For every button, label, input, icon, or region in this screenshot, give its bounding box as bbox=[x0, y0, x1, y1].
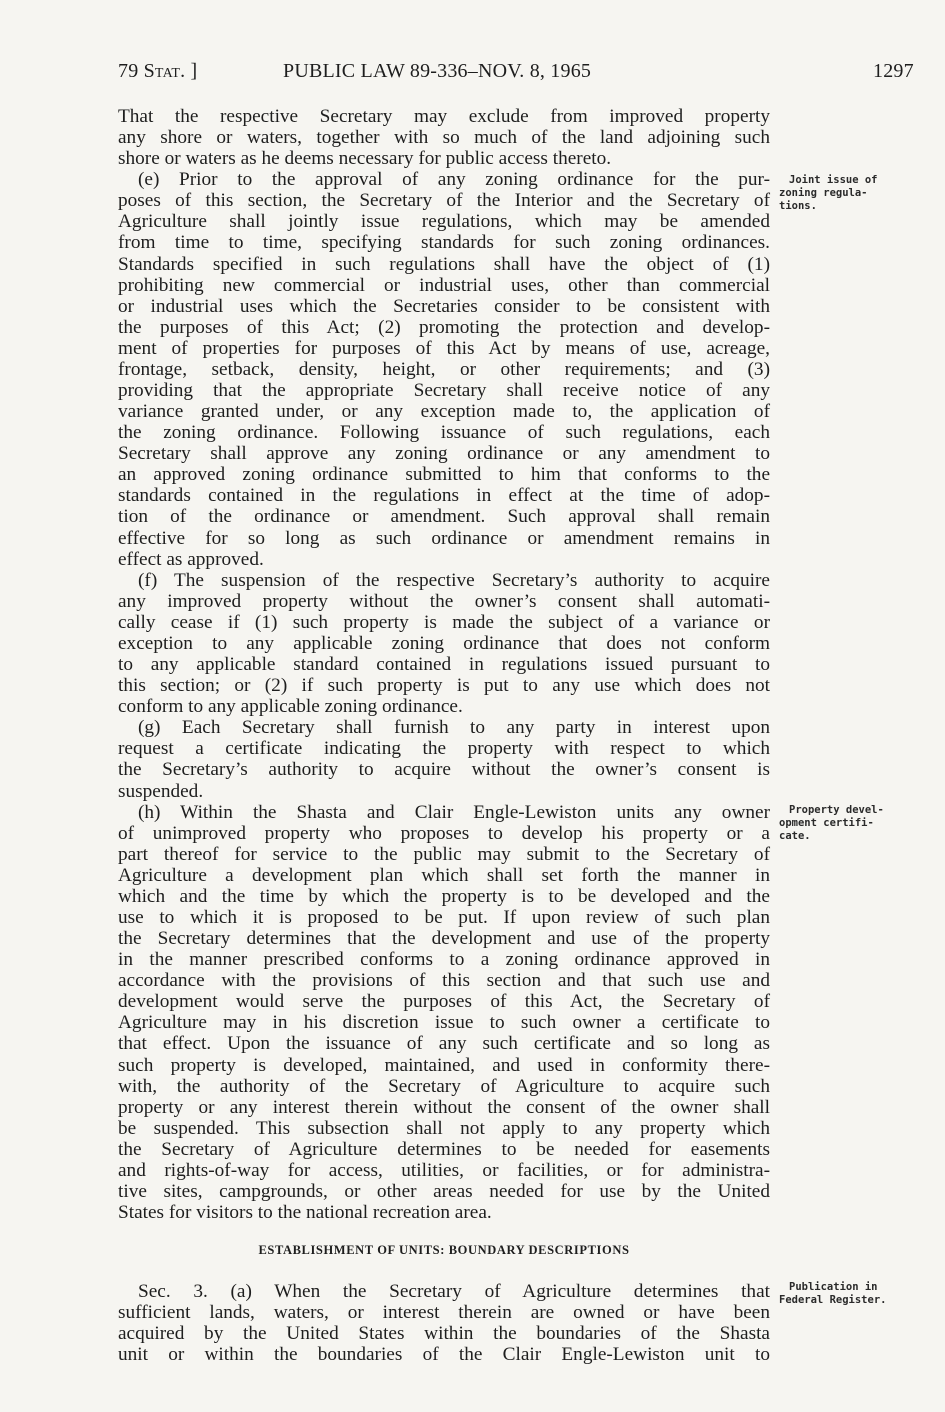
text-line: acquired by the United States within the boundaries of the Shasta bbox=[118, 1323, 770, 1345]
text-line: (h) Within the Shasta and Clair Engle-Lewiston units any owner bbox=[138, 801, 770, 823]
text-line: this section; or (2) if such property is put to any use which does not bbox=[118, 675, 770, 697]
text-line: conform to any applicable zoning ordinance. bbox=[118, 696, 463, 718]
text-line: of unimproved property who proposes to develop his property or a bbox=[118, 822, 770, 844]
text-line: Standards specified in such regulations shall have the object of (1) bbox=[118, 253, 770, 275]
text-line: development would serve the purposes of this Act, the Secretary of bbox=[118, 991, 770, 1013]
text-line: Agriculture shall jointly issue regulations, which may be amended bbox=[118, 211, 770, 233]
volume-bracket: ] bbox=[190, 60, 198, 82]
text-line: States for visitors to the national recreation area. bbox=[118, 1202, 492, 1224]
text-line: accordance with the provisions of this section and that such use and bbox=[118, 970, 770, 992]
margin-note-property-development bbox=[779, 804, 939, 843]
text-line: the Secretary determines that the development and use of the property bbox=[118, 928, 770, 950]
text-line: the purposes of this Act; (2) promoting the protection and develop- bbox=[118, 316, 770, 338]
text-line: and rights-of-way for access, utilities, or facilities, or for administra- bbox=[118, 1159, 770, 1181]
text-line: an approved zoning ordinance submitted to him that conforms to the bbox=[118, 464, 770, 486]
text-line: standards contained in the regulations in effect at the time of adop- bbox=[118, 485, 770, 507]
margin-note-line: tions. bbox=[779, 200, 817, 212]
statute-volume bbox=[118, 60, 197, 83]
text-line: or industrial uses which the Secretaries consider to be consistent with bbox=[118, 295, 770, 317]
text-line: which and the time by which the property is to be developed and the bbox=[118, 885, 770, 907]
volume-number: 79 bbox=[118, 60, 139, 82]
text-line: tion of the ordinance or amendment. Such approval shall remain bbox=[118, 506, 770, 528]
text-line: effective for so long as such ordinance or amendment remains in bbox=[118, 527, 770, 549]
margin-note-line: opment certifi- bbox=[779, 817, 874, 829]
text-line: part thereof for service to the public may submit to the Secretary of bbox=[118, 843, 770, 865]
text-line: variance granted under, or any exception made to, the application of bbox=[118, 401, 770, 423]
margin-note-line: Federal Register. bbox=[779, 1294, 887, 1306]
text-line: poses of this section, the Secretary of the Interior and the Secretary of bbox=[118, 190, 770, 212]
text-line: providing that the appropriate Secretary shall receive notice of any bbox=[118, 380, 770, 402]
text-line: from time to time, specifying standards for such zoning ordinances. bbox=[118, 232, 770, 254]
text-line: prohibiting new commercial or industrial uses, other than commercial bbox=[118, 274, 770, 296]
margin-note-line: Property devel- bbox=[789, 804, 884, 816]
text-line: sufficient lands, waters, or interest therein are owned or have been bbox=[118, 1302, 770, 1324]
text-line: tive sites, campgrounds, or other areas needed for use by the United bbox=[118, 1180, 770, 1202]
text-line: property or any interest therein without the consent of the owner shall bbox=[118, 1096, 770, 1118]
text-line: exception to any applicable zoning ordinance that does not conform bbox=[118, 632, 770, 654]
text-line: unit or within the boundaries of the Clair Engle-Lewiston unit to bbox=[118, 1344, 770, 1366]
text-line: to any applicable standard contained in regulations issued pursuant to bbox=[118, 654, 770, 676]
text-line: use to which it is proposed to be put. If upon review of such plan bbox=[118, 906, 770, 928]
text-line: that effect. Upon the issuance of any such certificate and so long as bbox=[118, 1033, 770, 1055]
text-line: Secretary shall approve any zoning ordinance or any amendment to bbox=[118, 443, 770, 465]
body-text bbox=[118, 106, 770, 1223]
margin-note-line: Publication in bbox=[789, 1281, 878, 1293]
margin-note-line: cate. bbox=[779, 830, 811, 842]
margin-note-line: Joint issue of bbox=[789, 174, 878, 186]
text-line: frontage, setback, density, height, or other requirements; and (3) bbox=[118, 358, 770, 380]
text-line: (f) The suspension of the respective Secretary’s authority to acquire bbox=[138, 569, 770, 591]
text-line: cally cease if (1) such property is made the subject of a variance or bbox=[118, 611, 770, 633]
text-line: Sec. 3. (a) When the Secretary of Agriculture determines that bbox=[138, 1281, 770, 1302]
text-line: shore or waters as he deems necessary for public access thereto. bbox=[118, 148, 612, 170]
text-line: in the manner prescribed conforms to a zoning ordinance approved in bbox=[118, 949, 770, 971]
text-line: request a certificate indicating the property with respect to which bbox=[118, 738, 770, 760]
text-line: any shore or waters, together with so much of the land adjoining such bbox=[118, 127, 770, 149]
text-line: the Secretary of Agriculture determines to be needed for easements bbox=[118, 1138, 770, 1160]
text-line: ment of properties for purposes of this Act by means of use, acreage, bbox=[118, 337, 770, 359]
text-line: such property is developed, maintained, and used in conformity there- bbox=[118, 1054, 770, 1076]
text-line: Agriculture a development plan which shall set forth the manner in bbox=[118, 864, 770, 886]
margin-note-line: zoning regula- bbox=[779, 187, 868, 199]
text-line: Agriculture may in his discretion issue to such owner a certificate to bbox=[118, 1012, 770, 1034]
margin-note-publication bbox=[779, 1281, 939, 1307]
running-title: PUBLIC LAW 89-336–NOV. 8, 1965 bbox=[283, 60, 592, 82]
text-line: the Secretary’s authority to acquire without the owner’s consent is bbox=[118, 759, 770, 781]
margin-note-joint-issue bbox=[779, 174, 939, 213]
text-line: (g) Each Secretary shall furnish to any party in interest upon bbox=[138, 717, 770, 739]
volume-label: Stat. bbox=[143, 60, 186, 82]
page-number: 1297 bbox=[873, 60, 914, 82]
text-line: be suspended. This subsection shall not apply to any property which bbox=[118, 1117, 770, 1139]
text-line: with, the authority of the Secretary of Agriculture to acquire such bbox=[118, 1075, 770, 1097]
text-line: the zoning ordinance. Following issuance of such regulations, each bbox=[118, 422, 770, 444]
text-line: That the respective Secretary may exclude from improved property bbox=[118, 106, 770, 127]
text-line: any improved property without the owner’s consent shall automati- bbox=[118, 590, 770, 612]
text-line: suspended. bbox=[118, 780, 204, 802]
section-heading: ESTABLISHMENT OF UNITS: BOUNDARY DESCRIPTIONS bbox=[258, 1243, 630, 1257]
text-line: (e) Prior to the approval of any zoning ordinance for the pur- bbox=[138, 169, 770, 191]
section-3-text bbox=[118, 1281, 770, 1365]
text-line: effect as approved. bbox=[118, 548, 264, 570]
